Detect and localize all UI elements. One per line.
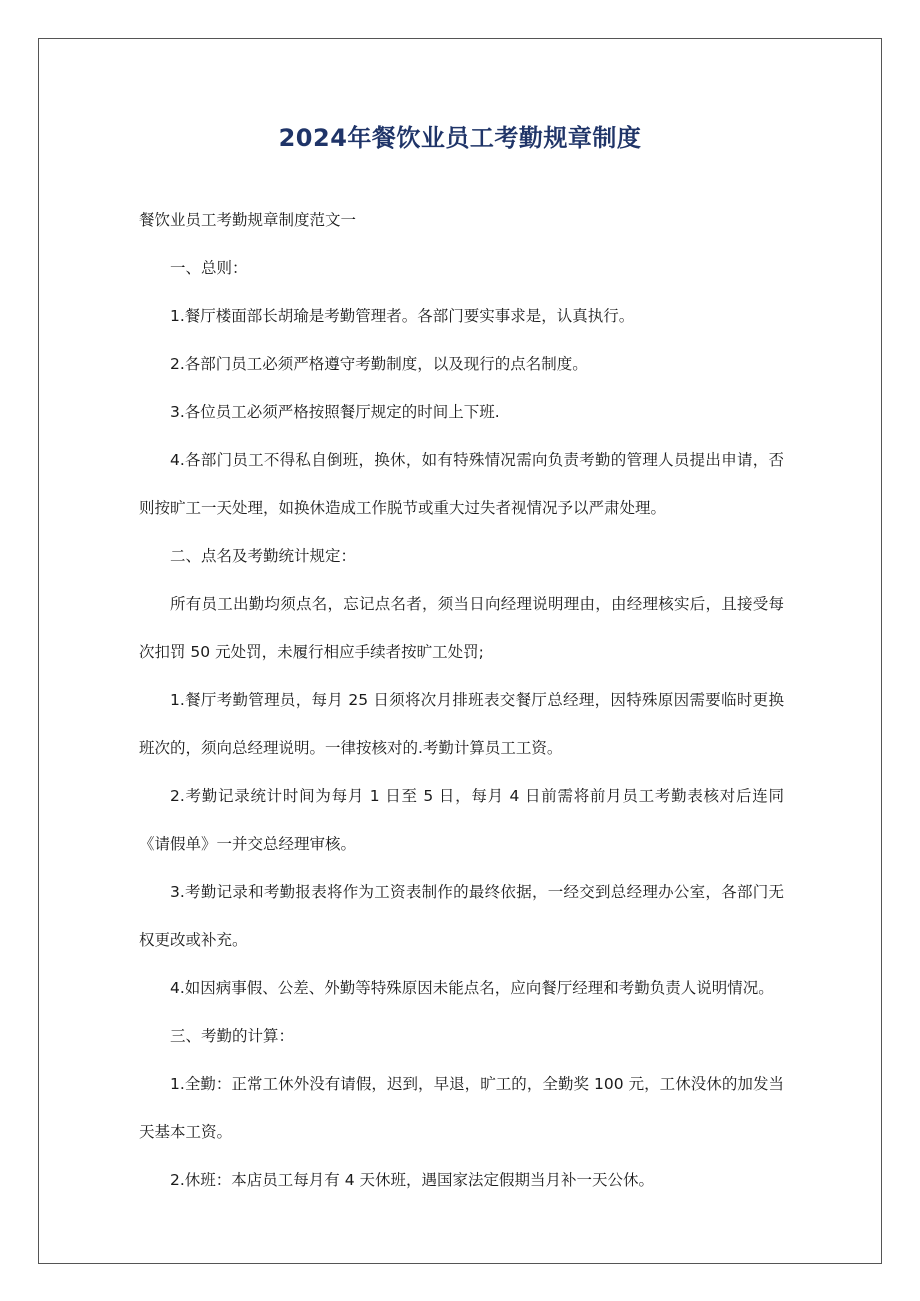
rule-paragraph: 1.全勤：正常工休外没有请假，迟到，早退，旷工的，全勤奖 100 元，工休没休的加发当天基本工资。 [139,1075,784,1141]
rule-paragraph: 2.各部门员工必须严格遵守考勤制度，以及现行的点名制度。 [170,355,588,373]
rule-paragraph: 4.如因病事假、公差、外勤等特殊原因未能点名，应向餐厅经理和考勤负责人说明情况。 [170,979,774,997]
rule-paragraph: 所有员工出勤均须点名，忘记点名者，须当日向经理说明理由，由经理核实后，且接受每次扣罚 50 元处罚，未履行相应手续者按旷工处罚; [139,595,784,661]
rule-paragraph: 3.各位员工必须严格按照餐厅规定的时间上下班. [170,403,500,421]
document-body [139,196,784,1204]
rule-paragraph: 1.餐厅楼面部长胡瑜是考勤管理者。各部门要实事求是，认真执行。 [170,307,635,325]
section-heading-calculation: 三、考勤的计算： [170,1027,295,1045]
rule-paragraph: 1.餐厅考勤管理员，每月 25 日须将次月排班表交餐厅总经理，因特殊原因需要临时更换班次的，须向总经理说明。一律按核对的.考勤计算员工工资。 [139,691,784,757]
intro-paragraph: 餐饮业员工考勤规章制度范文一 [139,211,357,229]
rule-paragraph: 4.各部门员工不得私自倒班，换休，如有特殊情况需向负责考勤的管理人员提出申请，否则按旷工一天处理，如换休造成工作脱节或重大过失者视情况予以严肃处理。 [139,451,784,517]
rule-paragraph: 2.休班：本店员工每月有 4 天休班，遇国家法定假期当月补一天公休。 [170,1171,655,1189]
section-heading-roll-call: 二、点名及考勤统计规定： [170,547,357,565]
section-heading-general: 一、总则： [170,259,248,277]
rule-paragraph: 2.考勤记录统计时间为每月 1 日至 5 日，每月 4 日前需将前月员工考勤表核对后连同《请假单》一并交总经理审核。 [139,787,784,853]
document-title: 2024年餐饮业员工考勤规章制度 [278,124,642,152]
rule-paragraph: 3.考勤记录和考勤报表将作为工资表制作的最终依据，一经交到总经理办公室，各部门无权更改或补充。 [139,883,784,949]
